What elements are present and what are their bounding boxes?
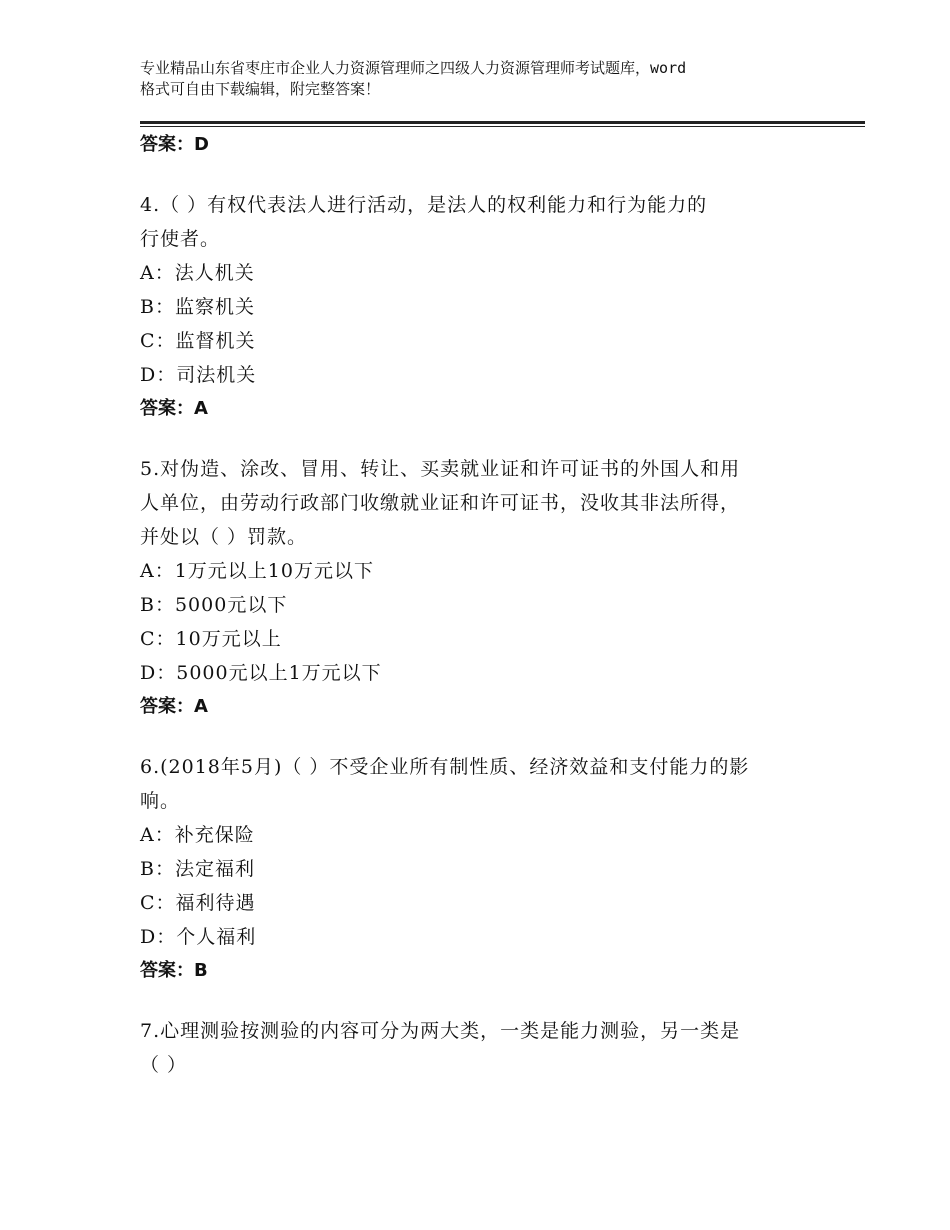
answer-option: A：补充保险	[140, 824, 255, 846]
question-text-line: 6.(2018年5月)（ ）不受企业所有制性质、经济效益和支付能力的影	[140, 756, 750, 778]
questions-container	[140, 188, 820, 1082]
answer-option: C：福利待遇	[140, 892, 256, 914]
question-text-line: 响。	[140, 790, 181, 812]
header-rule-thin	[140, 126, 865, 127]
answer-key: 答案：A	[140, 398, 208, 419]
question-text-line: 4.（ ）有权代表法人进行活动，是法人的权利能力和行为能力的	[140, 194, 708, 216]
question-text-line: 行使者。	[140, 228, 221, 250]
previous-answer: 答案：D	[140, 134, 209, 155]
answer-option: D：司法机关	[140, 364, 257, 386]
answer-option: D：个人福利	[140, 926, 257, 948]
question-text-line: 7.心理测验按测验的内容可分为两大类，一类是能力测验，另一类是	[140, 1020, 741, 1042]
header-line-1: 专业精品山东省枣庄市企业人力资源管理师之四级人力资源管理师考试题库，word	[140, 59, 687, 77]
question-text-line: 人单位，由劳动行政部门收缴就业证和许可证书，没收其非法所得，	[140, 492, 741, 514]
header-rule-thick	[140, 121, 865, 124]
question-block	[140, 452, 820, 724]
question-text-line: （ ）	[140, 1054, 188, 1076]
answer-option: A：法人机关	[140, 262, 255, 284]
question-block	[140, 750, 820, 988]
answer-option: A：1万元以上10万元以下	[140, 560, 374, 582]
question-block	[140, 1014, 820, 1082]
header-line-2: 格式可自由下载编辑，附完整答案！	[140, 80, 381, 98]
answer-key: 答案：B	[140, 960, 208, 981]
answer-option: B：法定福利	[140, 858, 255, 880]
answer-option: D：5000元以上1万元以下	[140, 662, 382, 684]
question-block	[140, 188, 820, 426]
answer-option: C：监督机关	[140, 330, 256, 352]
question-list	[140, 128, 820, 1082]
answer-option: B：5000元以下	[140, 594, 288, 616]
answer-key: 答案：A	[140, 696, 208, 717]
answer-option: B：监察机关	[140, 296, 255, 318]
question-text-line: 并处以（ ）罚款。	[140, 526, 308, 548]
document-header	[140, 58, 820, 100]
answer-option: C：10万元以上	[140, 628, 282, 650]
question-text-line: 5.对伪造、涂改、冒用、转让、买卖就业证和许可证书的外国人和用	[140, 458, 741, 480]
